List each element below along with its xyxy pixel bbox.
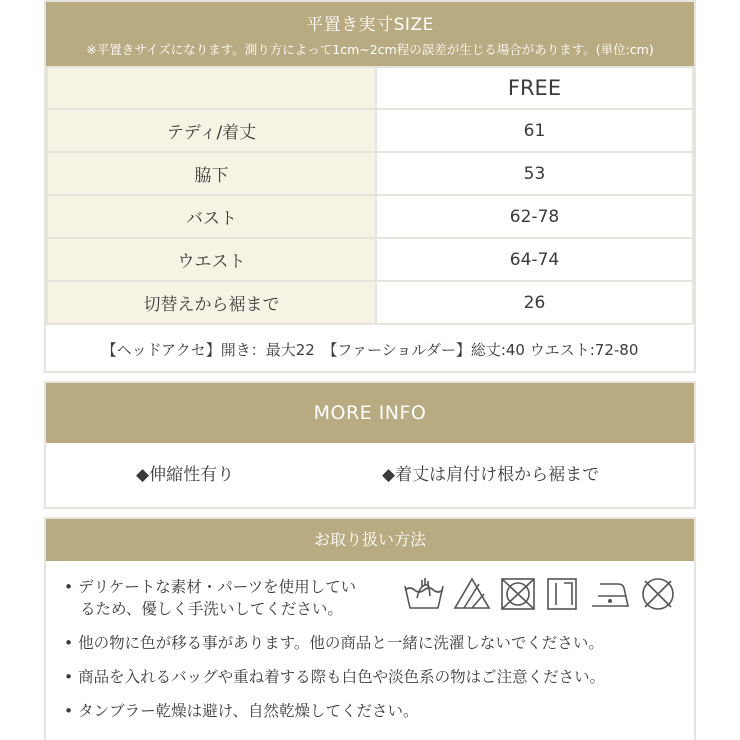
row-value: 53 <box>376 152 693 195</box>
row-value: 64-74 <box>376 238 693 281</box>
care-line: • デリケートな素材・パーツを使用してい <box>64 578 357 596</box>
table-corner-cell <box>47 67 376 109</box>
row-value: 61 <box>376 109 693 152</box>
size-header <box>46 2 694 66</box>
column-header-free: FREE <box>376 67 693 109</box>
more-info-section <box>44 381 696 509</box>
care-line: • タンブラー乾燥は避け、自然乾燥してください。 <box>64 702 419 720</box>
table-row <box>47 152 693 195</box>
size-subtitle: ※平置きサイズになります。測り方によって1cm~2cm程の誤差が生じる場合があります。(単位:cm) <box>86 42 654 57</box>
row-value: 26 <box>376 281 693 324</box>
more-info-row <box>46 443 694 507</box>
more-info-title: MORE INFO <box>46 383 694 443</box>
no-dry-clean-icon <box>638 574 678 614</box>
row-label: バスト <box>47 195 376 238</box>
table-row <box>47 281 693 324</box>
length-info: ◆着丈は肩付け根から裾まで <box>382 465 600 485</box>
care-section <box>44 517 696 740</box>
row-value: 62-78 <box>376 195 693 238</box>
size-section <box>44 0 696 373</box>
table-row <box>47 195 693 238</box>
no-bleach-icon <box>452 574 492 614</box>
line-dry-icon <box>542 574 582 614</box>
table-header-row <box>47 67 693 109</box>
size-table <box>46 66 694 325</box>
size-title: 平置き実寸SIZE <box>306 15 434 35</box>
stretch-info: ◆伸縮性有り <box>136 465 235 485</box>
row-label: 脇下 <box>47 152 376 195</box>
row-label: ウエスト <box>47 238 376 281</box>
care-line: るため、優しく手洗いしてください。 <box>80 600 343 618</box>
care-title: お取り扱い方法 <box>46 519 694 561</box>
hand-wash-icon <box>402 574 446 614</box>
table-row <box>47 109 693 152</box>
low-iron-icon <box>588 574 632 614</box>
no-tumble-dry-icon <box>498 574 538 614</box>
accessory-size-note: 【ヘッドアクセ】開き：最大22 【ファーショルダー】総丈:40 ウエスト:72-80 <box>101 341 639 359</box>
row-label: 切替えから裾まで <box>47 281 376 324</box>
care-line: • 商品を入れるバッグや重ね着する際も白色や淡色系の物はご注意ください。 <box>64 668 606 686</box>
table-row <box>47 238 693 281</box>
row-label: テディ/着丈 <box>47 109 376 152</box>
care-line: • 他の物に色が移る事があります。他の商品と一緒に洗濯しないでください。 <box>64 634 604 652</box>
